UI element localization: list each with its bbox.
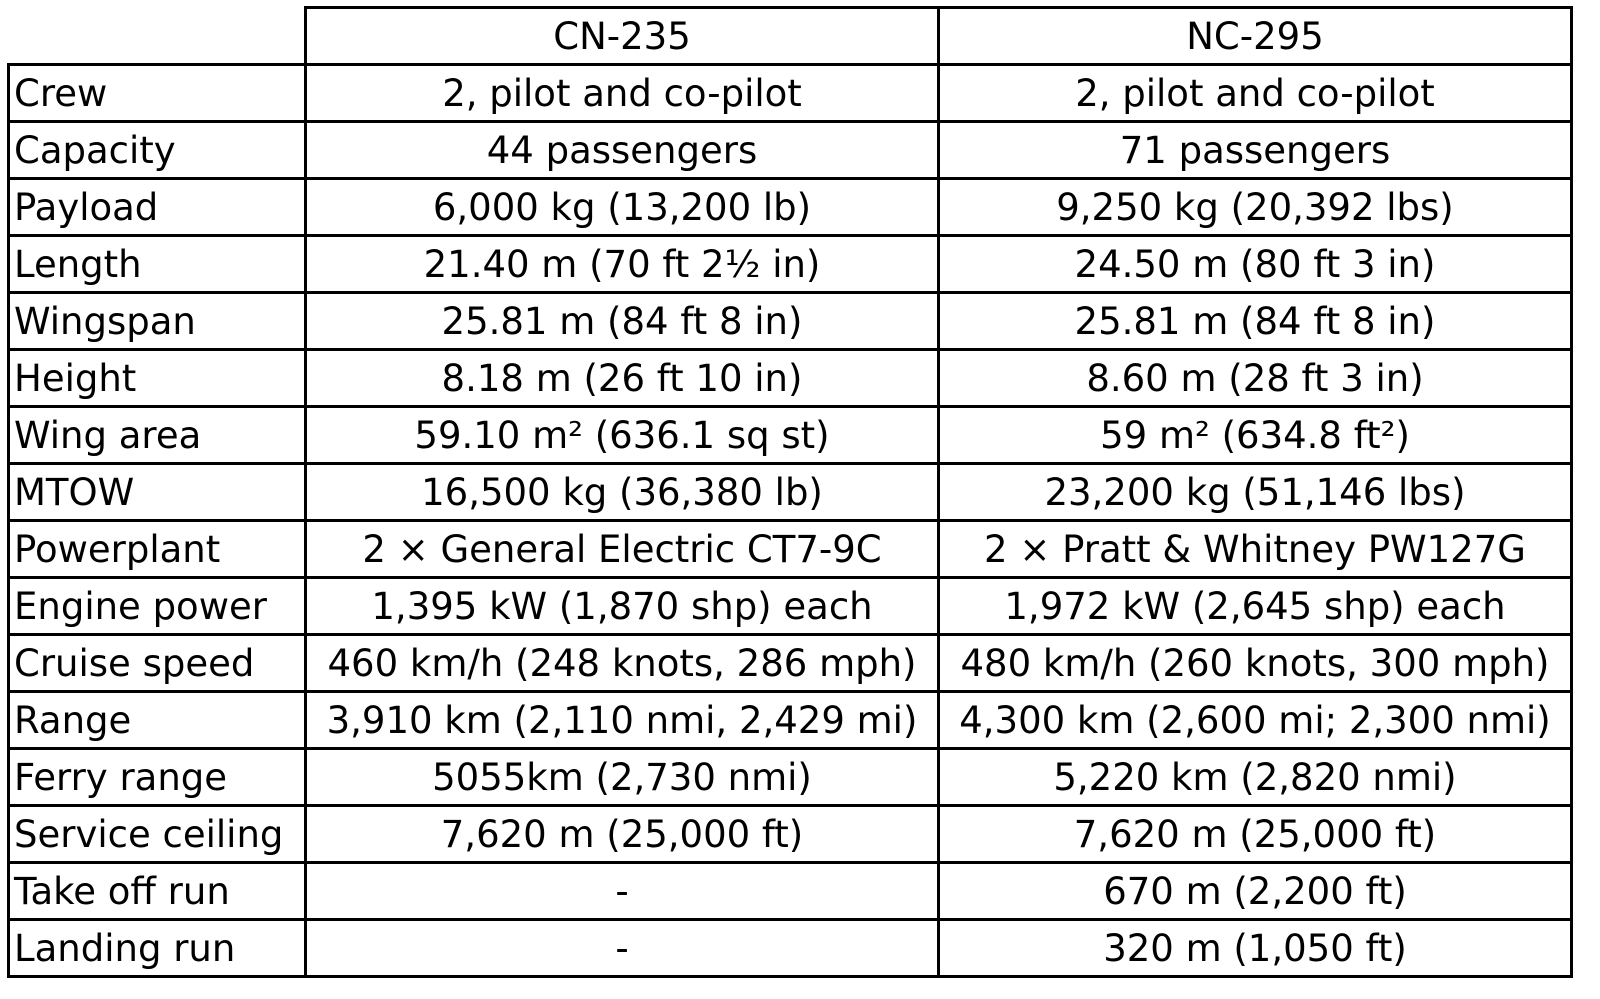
table-row <box>9 122 1572 179</box>
nc295-value: 2 × Pratt & Whitney PW127G <box>939 521 1572 578</box>
column-header-nc295: NC-295 <box>939 8 1572 65</box>
table-row <box>9 236 1572 293</box>
table-row <box>9 920 1572 977</box>
table-row <box>9 407 1572 464</box>
table-row <box>9 578 1572 635</box>
row-label: Payload <box>9 179 306 236</box>
row-label: Landing run <box>9 920 306 977</box>
cn235-value: 6,000 kg (13,200 lb) <box>306 179 939 236</box>
cn235-value: 3,910 km (2,110 nmi, 2,429 mi) <box>306 692 939 749</box>
row-label: Take off run <box>9 863 306 920</box>
column-header-cn235: CN-235 <box>306 8 939 65</box>
nc295-value: 4,300 km (2,600 mi; 2,300 nmi) <box>939 692 1572 749</box>
row-label: Engine power <box>9 578 306 635</box>
table-row <box>9 749 1572 806</box>
row-label: Capacity <box>9 122 306 179</box>
table-row <box>9 293 1572 350</box>
nc295-value: 2, pilot and co-pilot <box>939 65 1572 122</box>
nc295-value: 23,200 kg (51,146 lbs) <box>939 464 1572 521</box>
row-label: Wingspan <box>9 293 306 350</box>
row-label: Ferry range <box>9 749 306 806</box>
table-row <box>9 179 1572 236</box>
corner-cell <box>9 8 306 65</box>
header-row <box>9 8 1572 65</box>
cn235-value: 2 × General Electric CT7-9C <box>306 521 939 578</box>
cn235-value: 21.40 m (70 ft 2½ in) <box>306 236 939 293</box>
spec-comparison-table <box>7 6 1573 978</box>
nc295-value: 24.50 m (80 ft 3 in) <box>939 236 1572 293</box>
cn235-value: - <box>306 920 939 977</box>
table-row <box>9 635 1572 692</box>
cn235-value: 8.18 m (26 ft 10 in) <box>306 350 939 407</box>
cn235-value: 59.10 m² (636.1 sq st) <box>306 407 939 464</box>
nc295-value: 1,972 kW (2,645 shp) each <box>939 578 1572 635</box>
cn235-value: 16,500 kg (36,380 lb) <box>306 464 939 521</box>
cn235-value: 5055km (2,730 nmi) <box>306 749 939 806</box>
table-row <box>9 692 1572 749</box>
nc295-value: 480 km/h (260 knots, 300 mph) <box>939 635 1572 692</box>
row-label: Height <box>9 350 306 407</box>
nc295-value: 9,250 kg (20,392 lbs) <box>939 179 1572 236</box>
table-row <box>9 521 1572 578</box>
table-row <box>9 464 1572 521</box>
row-label: Wing area <box>9 407 306 464</box>
nc295-value: 320 m (1,050 ft) <box>939 920 1572 977</box>
nc295-value: 5,220 km (2,820 nmi) <box>939 749 1572 806</box>
nc295-value: 670 m (2,200 ft) <box>939 863 1572 920</box>
row-label: MTOW <box>9 464 306 521</box>
row-label: Crew <box>9 65 306 122</box>
row-label: Powerplant <box>9 521 306 578</box>
row-label: Cruise speed <box>9 635 306 692</box>
row-label: Length <box>9 236 306 293</box>
cn235-value: 44 passengers <box>306 122 939 179</box>
nc295-value: 71 passengers <box>939 122 1572 179</box>
cn235-value: 7,620 m (25,000 ft) <box>306 806 939 863</box>
nc295-value: 7,620 m (25,000 ft) <box>939 806 1572 863</box>
table-row <box>9 350 1572 407</box>
cn235-value: 25.81 m (84 ft 8 in) <box>306 293 939 350</box>
cn235-value: 460 km/h (248 knots, 286 mph) <box>306 635 939 692</box>
nc295-value: 59 m² (634.8 ft²) <box>939 407 1572 464</box>
table-row <box>9 806 1572 863</box>
nc295-value: 8.60 m (28 ft 3 in) <box>939 350 1572 407</box>
table-row <box>9 863 1572 920</box>
row-label: Service ceiling <box>9 806 306 863</box>
cn235-value: - <box>306 863 939 920</box>
table-body <box>9 65 1572 977</box>
table-row <box>9 65 1572 122</box>
cn235-value: 2, pilot and co-pilot <box>306 65 939 122</box>
nc295-value: 25.81 m (84 ft 8 in) <box>939 293 1572 350</box>
cn235-value: 1,395 kW (1,870 shp) each <box>306 578 939 635</box>
row-label: Range <box>9 692 306 749</box>
